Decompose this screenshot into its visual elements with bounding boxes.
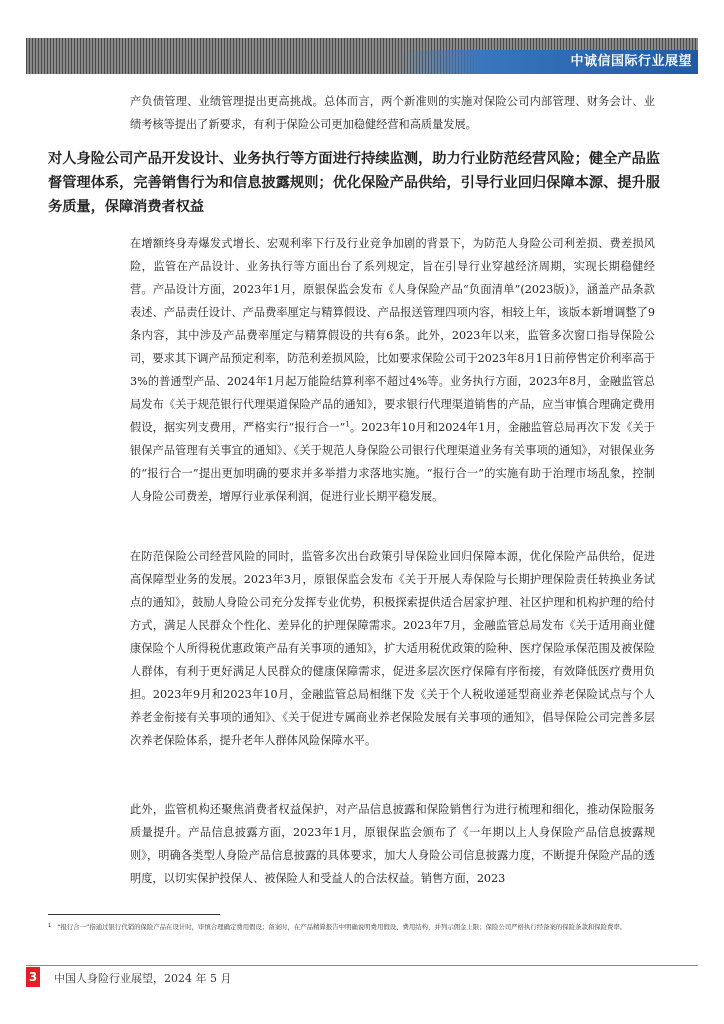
footnote xyxy=(48,920,692,933)
paragraph-product-design xyxy=(130,232,655,508)
footer-divider xyxy=(26,965,698,966)
paragraph-product-design-part2: 。2023年10月和2024年1月，金融监管总局再次下发《关于银保产品管理有关事宜的通知》、《关于规范人身保险公司银行代理渠道业务有关事项的通知》，对银保业务的“报行合一”提出更加明确的要求并多举措力求落地实施。“报行合一”的实施有助于治理市场乱象，控制人身险公司费差，增厚行业承保利润，促进行业长期平稳发展。 xyxy=(130,421,655,503)
intro-paragraph: 产负债管理、业绩管理提出更高挑战。总体而言，两个新准则的实施对保险公司内部管理、财务会计、业绩考核等提出了新要求，有利于保险公司更加稳健经营和高质量发展。 xyxy=(130,95,655,131)
footnote-reference: 1 xyxy=(345,420,350,429)
footnote-divider xyxy=(48,914,220,915)
paragraph-consumer-protection: 此外，监管机构还聚焦消费者权益保护，对产品信息披露和保险销售行为进行梳理和细化，推动保险服务质量提升。产品信息披露方面，2023年1月，原银保监会颁布了《一年期以上人身保险产品信息披露规则》，明确各类型人身险产品信息披露的具体要求，加大人身险公司信息披露力度，不断提升保险产品的透明度，以切实保护投保人、被保险人和受益人的合法权益。销售方面，2023 xyxy=(130,803,655,885)
header-title: 中诚信国际行业展望 xyxy=(570,54,692,69)
paragraph-protection-supply: 在防范保险公司经营风险的同时，监管多次出台政策引导保险业回归保障本源，优化保险产品供给，促进高保障型业务的发展。2023年3月，原银保监会发布《关于开展人寿保险与长期护理保险责任转换业务试点的通知》，鼓励人身险公司充分发挥专业优势，积极探索提供适合居家护理、社区护理和机构护理的给付方式，满足人民群众个性化、差异化的护理保障需求。2023年7月，金融监管总局发布《关于适用商业健康保险个人所得税优惠政策产品有关事项的通知》，扩大适用税优政策的险种、医疗保险承保范围及被保险人群体，有利于更好满足人民群众的健康保障需求，促进多层次医疗保障有序衔接，有效降低医疗费用负担。2023年9月和2023年10月，金融监管总局相继下发《关于个人税收递延型商业养老保险试点与个人养老金衔接有关事项的通知》、《关于促进专属商业养老保险发展有关事项的通知》，倡导保险公司完善多层次养老保险体系，提升老年人群体风险保障水平。 xyxy=(130,550,655,747)
header-band xyxy=(26,38,698,74)
section-heading: 对人身险公司产品开发设计、业务执行等方面进行持续监测，助力行业防范经营风险；健全产品监督管理体系，完善销售行为和信息披露规则；优化保险产品供给，引导行业回归保障本源、提升服务质量，保障消费者权益 xyxy=(48,151,660,215)
paragraph-product-design-part1: 在增额终身寿爆发式增长、宏观利率下行及行业竞争加剧的背景下，为防范人身险公司利差损、费差损风险，监管在产品设计、业务执行等方面出台了系列规定，旨在引导行业穿越经济周期，实现长期稳健经营。产品设计方面，2023年1月，原银保监会发布《人身保险产品“负面清单”(2023版)》，涵盖产品条款表述、产品责任设计、产品费率厘定与精算假设、产品报送管理四项内容，相较上年，该版本新增调整了9条内容，其中涉及产品费率厘定与精算假设的共有6条。此外，2023年以来，监管多次窗口指导保险公司，要求其下调产品预定利率，防范利差损风险，比如要求保险公司于2023年8月1日前停售定价利率高于3%的普通型产品、2024年1月起万能险结算利率不超过4%等。业务执行方面，2023年8月，金融监管总局发布《关于规范银行代理渠道保险产品的通知》，要求银行代理渠道销售的产品，应当审慎合理确定费用假设，据实列支费用，严格实行“报行合一” xyxy=(130,237,655,434)
footnote-text: “报行合一”指通过银行代销的保险产品在设计时，审慎合理确定费用假设；备案时，在产品精算报告中明确说明费用假设、费用结构，并列示佣金上限；保险公司严格执行经备案的保险条款和保险费率。 xyxy=(57,923,627,931)
header-title-bar xyxy=(398,50,698,74)
footer-label: 中国人身险行业展望，2024 年 5 月 xyxy=(54,972,232,985)
page-number-badge: 3 xyxy=(26,967,40,987)
footnote-mark: 1 xyxy=(48,923,52,929)
